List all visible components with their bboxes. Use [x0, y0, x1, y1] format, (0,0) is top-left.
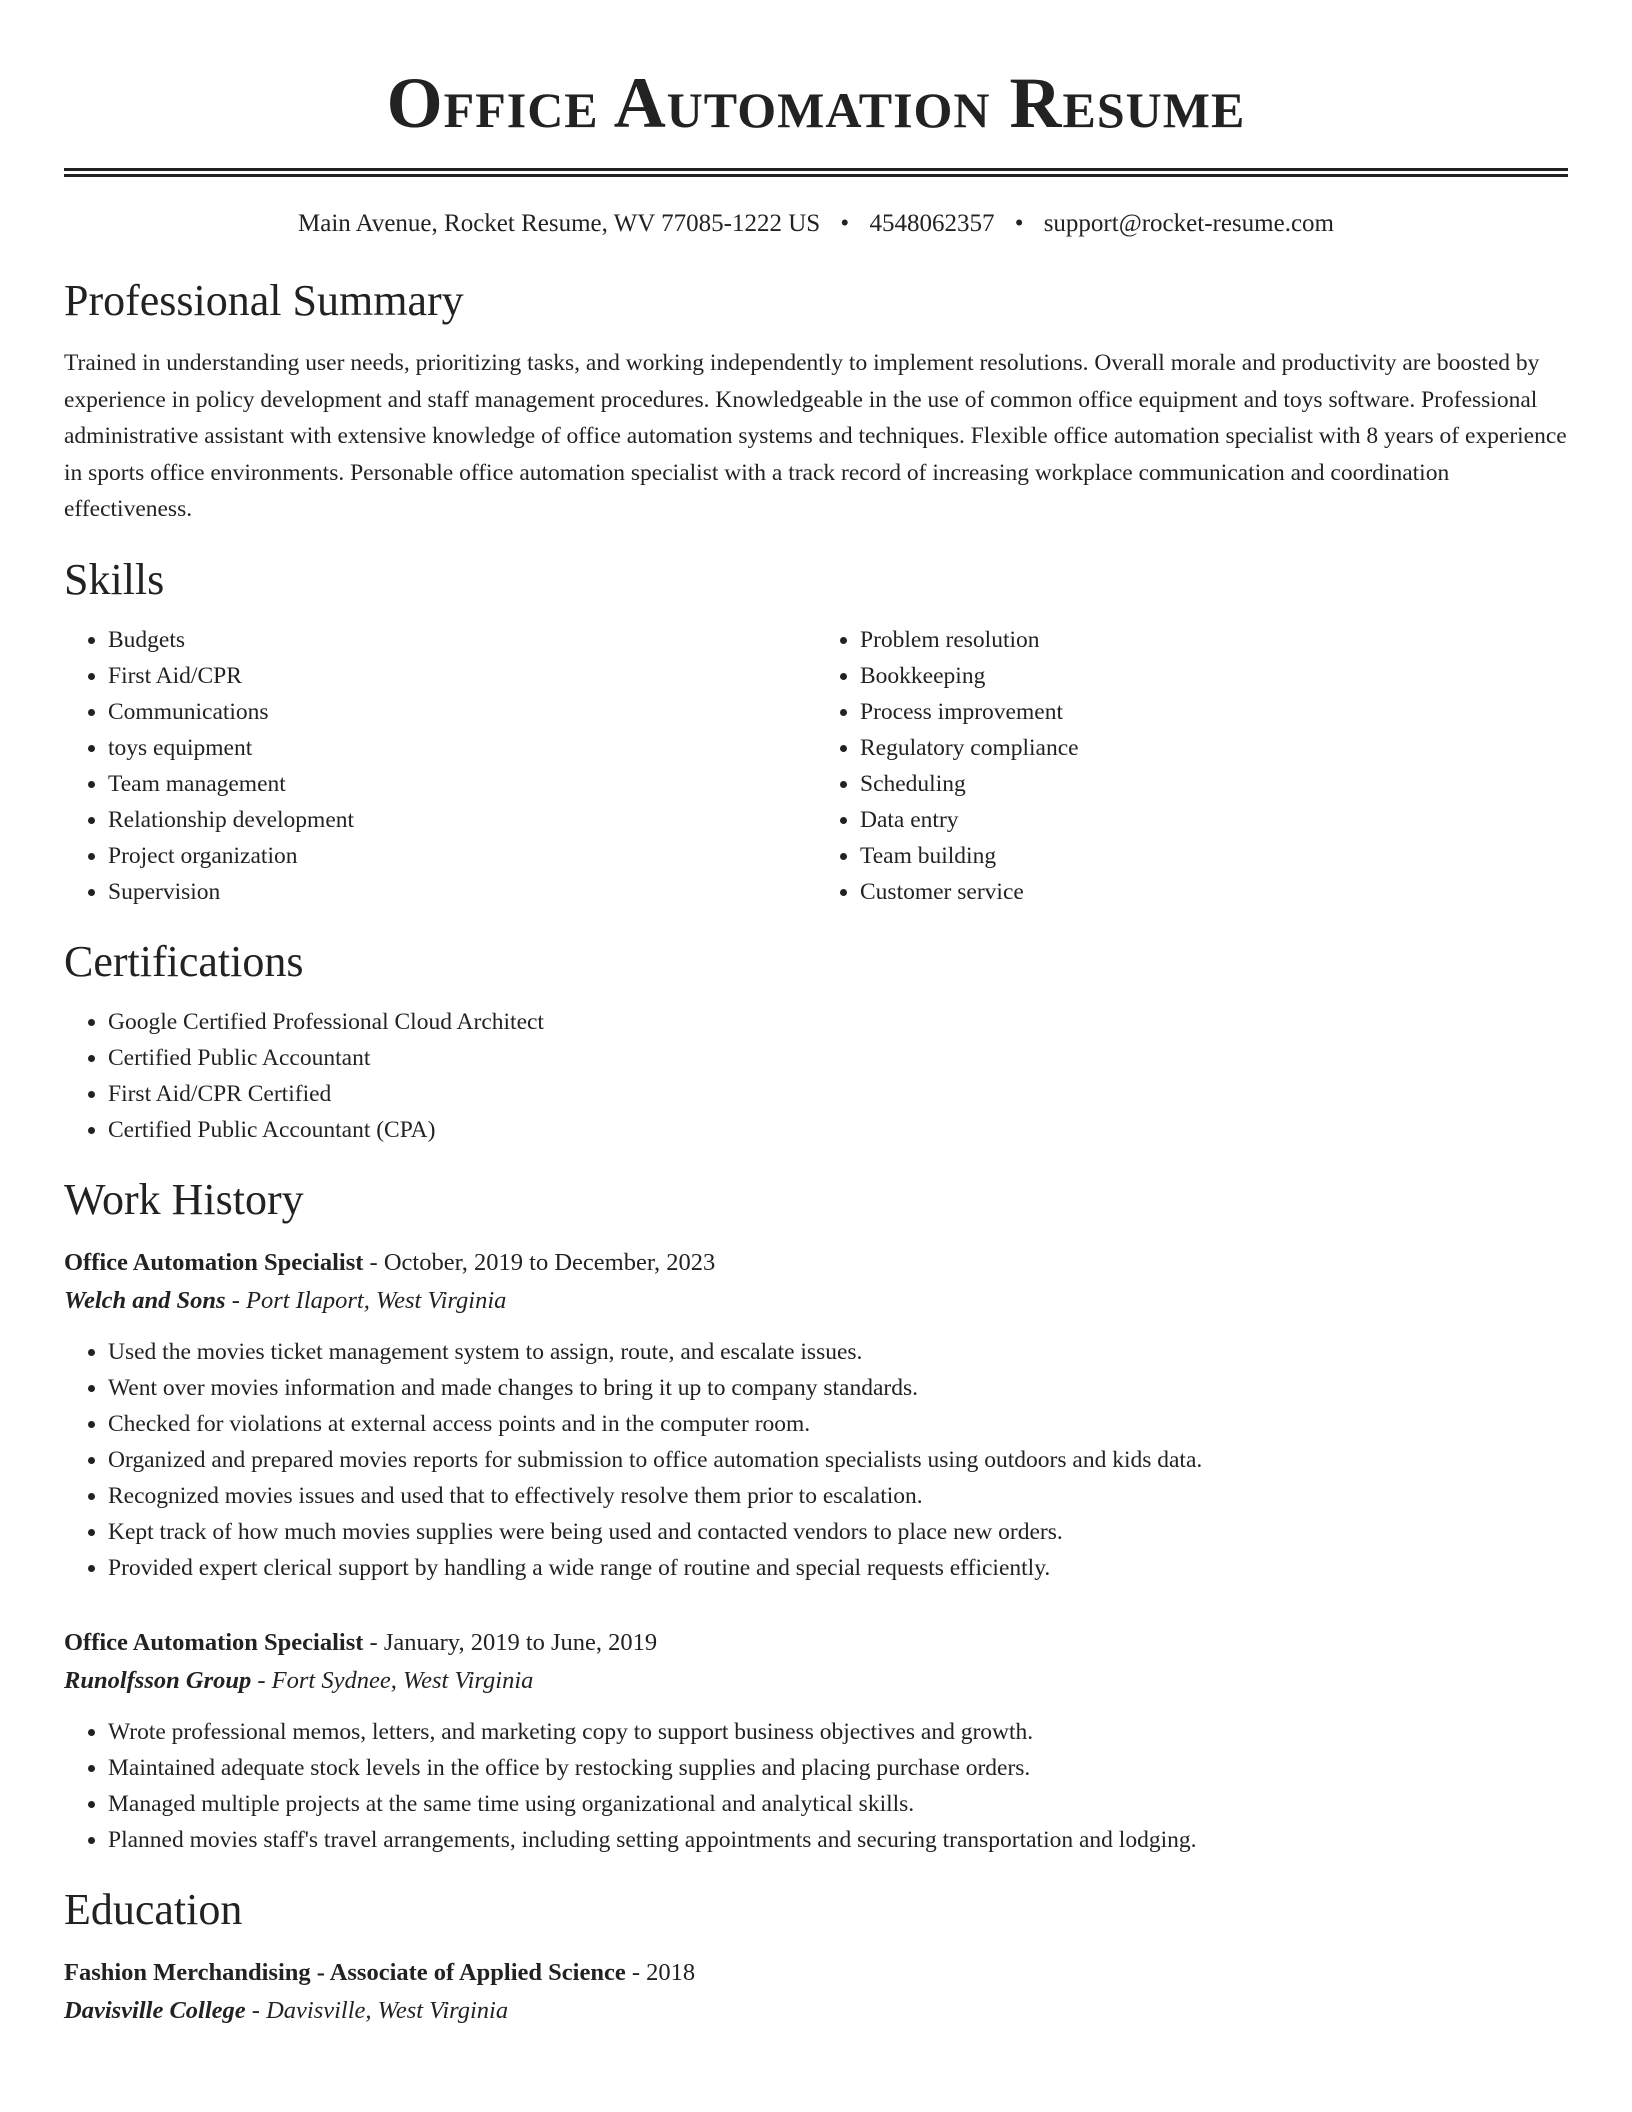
skill-item: • Bookkeeping [860, 658, 1568, 694]
skill-item: • Team management [108, 766, 816, 802]
section-heading-work-history: Work History [64, 1174, 304, 1224]
skill-item: • Communications [108, 694, 816, 730]
contact-email: support@rocket-resume.com [1043, 210, 1334, 237]
skill-item: • toys equipment [108, 730, 816, 766]
contact-address: Main Avenue, Rocket Resume, WV 77085-1222 US [298, 210, 821, 237]
job-duty-item: • Went over movies information and made changes to bring it up to company standards. [108, 1370, 1568, 1406]
education-school-line: Davisville College - Davisville, West Virginia [64, 1996, 509, 2024]
resume-title: Office Automation Resume [386, 63, 1246, 143]
skill-item: • Project organization [108, 838, 816, 874]
certifications-list [64, 1004, 1568, 1148]
bullet-separator: • [1014, 210, 1024, 237]
job-duty-item: • Planned movies staff's travel arrangements, including setting appointments and securing transportation and lodging. [108, 1822, 1568, 1858]
education-degree: Fashion Merchandising - Associate of Applied Science [64, 1958, 626, 1986]
section-heading-certifications: Certifications [64, 936, 304, 986]
contact-line [64, 207, 1568, 241]
skill-item: • Customer service [860, 874, 1568, 910]
job-title-line: Office Automation Specialist - October, 2019 to December, 2023 [64, 1248, 716, 1276]
title-divider [64, 168, 1568, 177]
job-duty-item: • Checked for violations at external access points and in the computer room. [108, 1406, 1568, 1442]
job-entry [64, 1624, 1568, 1858]
job-duty-item: • Kept track of how much movies supplies were being used and contacted vendors to place new orders. [108, 1514, 1568, 1550]
job-company: Welch and Sons [64, 1286, 226, 1314]
skill-item: • Relationship development [108, 802, 816, 838]
section-heading-summary: Professional Summary [64, 276, 464, 325]
education-location: Davisville, West Virginia [266, 1996, 509, 2024]
certification-item: • Google Certified Professional Cloud Architect [108, 1004, 1568, 1040]
skills-column-right [816, 622, 1568, 910]
job-duty-item: • Wrote professional memos, letters, and marketing copy to support business objectives and growth. [108, 1714, 1568, 1750]
job-location: Port Ilaport, West Virginia [245, 1286, 507, 1314]
section-heading-skills: Skills [64, 554, 165, 604]
job-duties-list [64, 1714, 1568, 1858]
job-company-line: Runolfsson Group - Fort Sydnee, West Virginia [64, 1666, 534, 1694]
education-degree-line: Fashion Merchandising - Associate of Applied Science - 2018 [64, 1958, 696, 1986]
job-entry [64, 1244, 1568, 1586]
job-dates: January, 2019 to June, 2019 [383, 1628, 658, 1656]
bullet-separator: • [840, 210, 850, 237]
certification-item: • Certified Public Accountant (CPA) [108, 1112, 1568, 1148]
job-company-line: Welch and Sons - Port Ilaport, West Virginia [64, 1286, 507, 1314]
contact-phone: 4548062357 [869, 210, 995, 237]
skill-item: • First Aid/CPR [108, 658, 816, 694]
certification-item: • Certified Public Accountant [108, 1040, 1568, 1076]
job-title: Office Automation Specialist [64, 1628, 364, 1656]
summary-text: Trained in understanding user needs, prioritizing tasks, and working independently to implement resolutions. Overall morale and productivity are boosted by experience in policy development and staff management procedures. Knowledgeable in the use of common office equipment and toys software. Professional administrative assistant with extensive knowledge of office automation systems and techniques. Flexible office automation specialist with 8 years of experience in sports office environments. Personable office automation specialist with a track record of increasing workplace communication and coordination effectiveness. [64, 350, 1567, 522]
skill-item: • Problem resolution [860, 622, 1568, 658]
skill-item: • Regulatory compliance [860, 730, 1568, 766]
skills-column-left [64, 622, 816, 910]
job-duty-item: • Organized and prepared movies reports for submission to office automation specialists using outdoors and kids data. [108, 1442, 1568, 1478]
skill-item: • Supervision [108, 874, 816, 910]
skill-item: • Data entry [860, 802, 1568, 838]
skill-item: • Scheduling [860, 766, 1568, 802]
resume-page [64, 0, 1568, 2030]
skill-item: • Process improvement [860, 694, 1568, 730]
job-dates: October, 2019 to December, 2023 [383, 1248, 716, 1276]
job-duty-item: • Managed multiple projects at the same time using organizational and analytical skills. [108, 1786, 1568, 1822]
job-company: Runolfsson Group [64, 1666, 252, 1694]
job-duty-item: • Recognized movies issues and used that to effectively resolve them prior to escalation. [108, 1478, 1568, 1514]
education-year: 2018 [646, 1958, 696, 1986]
job-title: Office Automation Specialist [64, 1248, 364, 1276]
skill-item: • Budgets [108, 622, 816, 658]
skills-grid [64, 622, 1568, 910]
skill-item: • Team building [860, 838, 1568, 874]
education-school: Davisville College [64, 1996, 246, 2024]
job-title-line: Office Automation Specialist - January, 2019 to June, 2019 [64, 1628, 658, 1656]
section-heading-education: Education [64, 1884, 243, 1934]
certification-item: • First Aid/CPR Certified [108, 1076, 1568, 1112]
job-location: Fort Sydnee, West Virginia [271, 1666, 534, 1694]
job-duty-item: • Used the movies ticket management system to assign, route, and escalate issues. [108, 1334, 1568, 1370]
job-duty-item: • Maintained adequate stock levels in the office by restocking supplies and placing purchase orders. [108, 1750, 1568, 1786]
job-duties-list [64, 1334, 1568, 1586]
job-duty-item: • Provided expert clerical support by handling a wide range of routine and special requests efficiently. [108, 1550, 1568, 1586]
